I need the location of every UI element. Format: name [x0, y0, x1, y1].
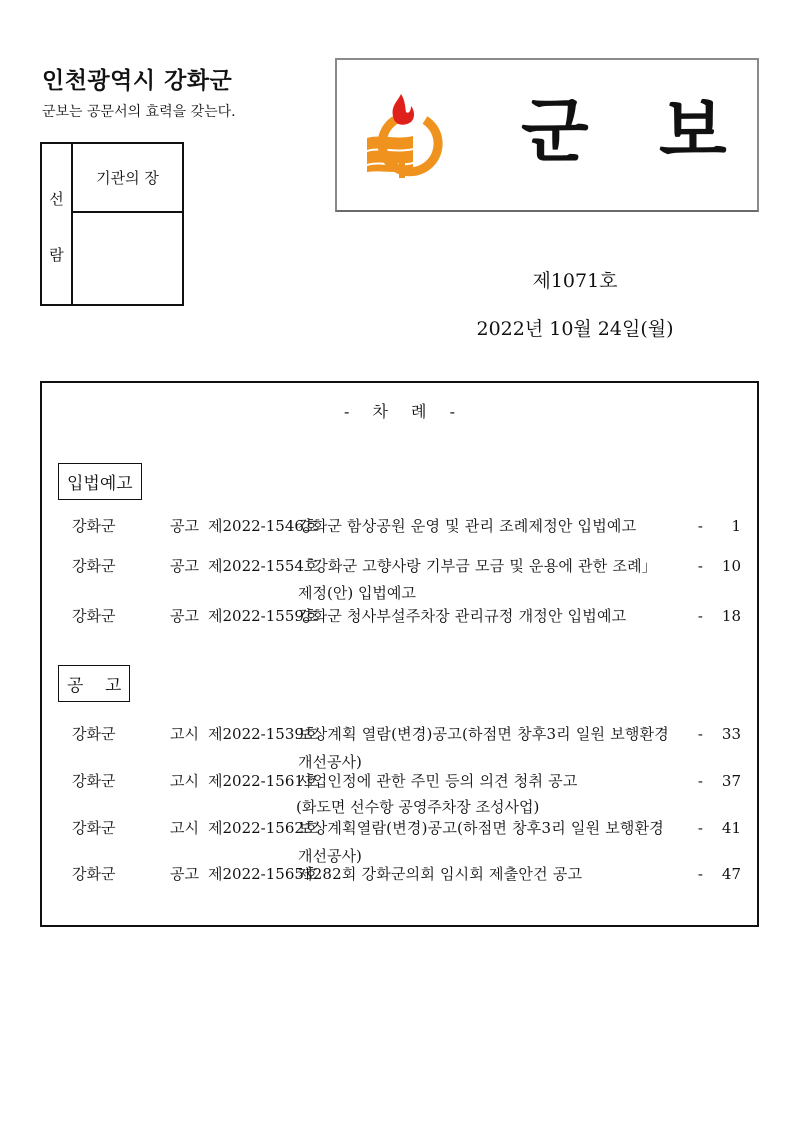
- toc-title-continuation: 개선공사): [298, 847, 362, 865]
- issue-number: 제1071호: [532, 270, 618, 292]
- toc-leader: -: [697, 819, 703, 837]
- toc-org: 강화군: [72, 557, 116, 575]
- toc-row[interactable]: [72, 605, 741, 628]
- toc-title-text: 보상계획 열람(변경)공고(하점면 창후3리 일원 보행환경: [298, 725, 669, 743]
- toc-title-text: 강화군 청사부설주차장 관리규정 개정안 입법예고: [298, 607, 627, 625]
- toc-doc-number: 제2022-1539호: [208, 725, 319, 743]
- toc-org: 강화군: [72, 607, 116, 625]
- toc-title-text: 제282회 강화군의회 임시회 제출안건 공고: [298, 865, 583, 883]
- toc-title-continuation: (화도면 선수항 공영주차장 조성사업): [296, 798, 540, 816]
- toc-title-text: 강화군 함상공원 운영 및 관리 조례제정안 입법예고: [298, 517, 637, 535]
- toc-leader: -: [697, 557, 703, 575]
- section-label-public-notice: 공 고: [58, 665, 130, 702]
- masthead-char: 보: [659, 90, 727, 172]
- toc-org: 강화군: [72, 725, 116, 743]
- review-side-char: 선: [49, 190, 64, 208]
- toc-doc-number: 제2022-1561호: [208, 772, 319, 790]
- toc-page: 1: [731, 517, 741, 535]
- toc-doc-number: 제2022-1565호: [208, 865, 319, 883]
- toc-row[interactable]: [72, 515, 741, 538]
- toc-title-continuation: 제정(안) 입법예고: [298, 584, 416, 602]
- masthead-char: 군: [521, 90, 589, 172]
- toc-kind: 공고: [170, 557, 199, 575]
- toc-title-continuation: 개선공사): [298, 753, 362, 771]
- review-side-char: 람: [49, 246, 64, 264]
- toc-doc-number: 제2022-1554호: [208, 557, 319, 575]
- toc-title-text: 「강화군 고향사랑 기부금 모금 및 운용에 관한 조례」: [298, 557, 657, 575]
- toc-row[interactable]: [72, 555, 741, 578]
- toc-kind: 공고: [170, 865, 199, 883]
- toc-kind: 고시: [170, 772, 199, 790]
- region-title: 인천광역시 강화군: [42, 68, 233, 94]
- toc-page: 41: [721, 819, 741, 837]
- masthead: [335, 58, 759, 212]
- toc-title: - 차 례 -: [344, 402, 455, 421]
- toc-page: 37: [721, 772, 741, 790]
- toc-page: 47: [721, 865, 741, 883]
- toc-title-text: 사업인정에 관한 주민 등의 의견 청취 공고: [298, 772, 578, 790]
- issue-date: 2022년 10월 24일(월): [476, 318, 674, 340]
- toc-row[interactable]: [72, 863, 741, 886]
- toc-row[interactable]: [72, 770, 741, 793]
- toc-doc-number: 제2022-1562호: [208, 819, 319, 837]
- toc-leader: -: [697, 772, 703, 790]
- toc-page: 10: [721, 557, 741, 575]
- bulletin-subtitle: 군보는 공문서의 효력을 갖는다.: [42, 104, 236, 120]
- toc-page: 33: [721, 725, 741, 743]
- toc-page: 18: [721, 607, 741, 625]
- toc-kind: 공고: [170, 607, 199, 625]
- gangwha-county-emblem-icon: [361, 90, 451, 190]
- section-label-legislative-notice: 입법예고: [58, 463, 142, 500]
- toc-leader: -: [697, 607, 703, 625]
- toc-doc-number: 제2022-1546호: [208, 517, 319, 535]
- toc-org: 강화군: [72, 819, 116, 837]
- toc-kind: 공고: [170, 517, 199, 535]
- toc-org: 강화군: [72, 865, 116, 883]
- toc-title-text: 보상계획열람(변경)공고(하점면 창후3리 일원 보행환경: [298, 819, 664, 837]
- toc-leader: -: [697, 865, 703, 883]
- toc-org: 강화군: [72, 772, 116, 790]
- toc-doc-number: 제2022-1559호: [208, 607, 319, 625]
- toc-kind: 고시: [170, 725, 199, 743]
- toc-row[interactable]: [72, 817, 741, 840]
- toc-row[interactable]: [72, 723, 741, 746]
- table-of-contents: [40, 381, 759, 927]
- review-head-label: 기관의 장: [73, 144, 182, 213]
- toc-leader: -: [697, 725, 703, 743]
- toc-org: 강화군: [72, 517, 116, 535]
- toc-kind: 고시: [170, 819, 199, 837]
- toc-leader: -: [697, 517, 703, 535]
